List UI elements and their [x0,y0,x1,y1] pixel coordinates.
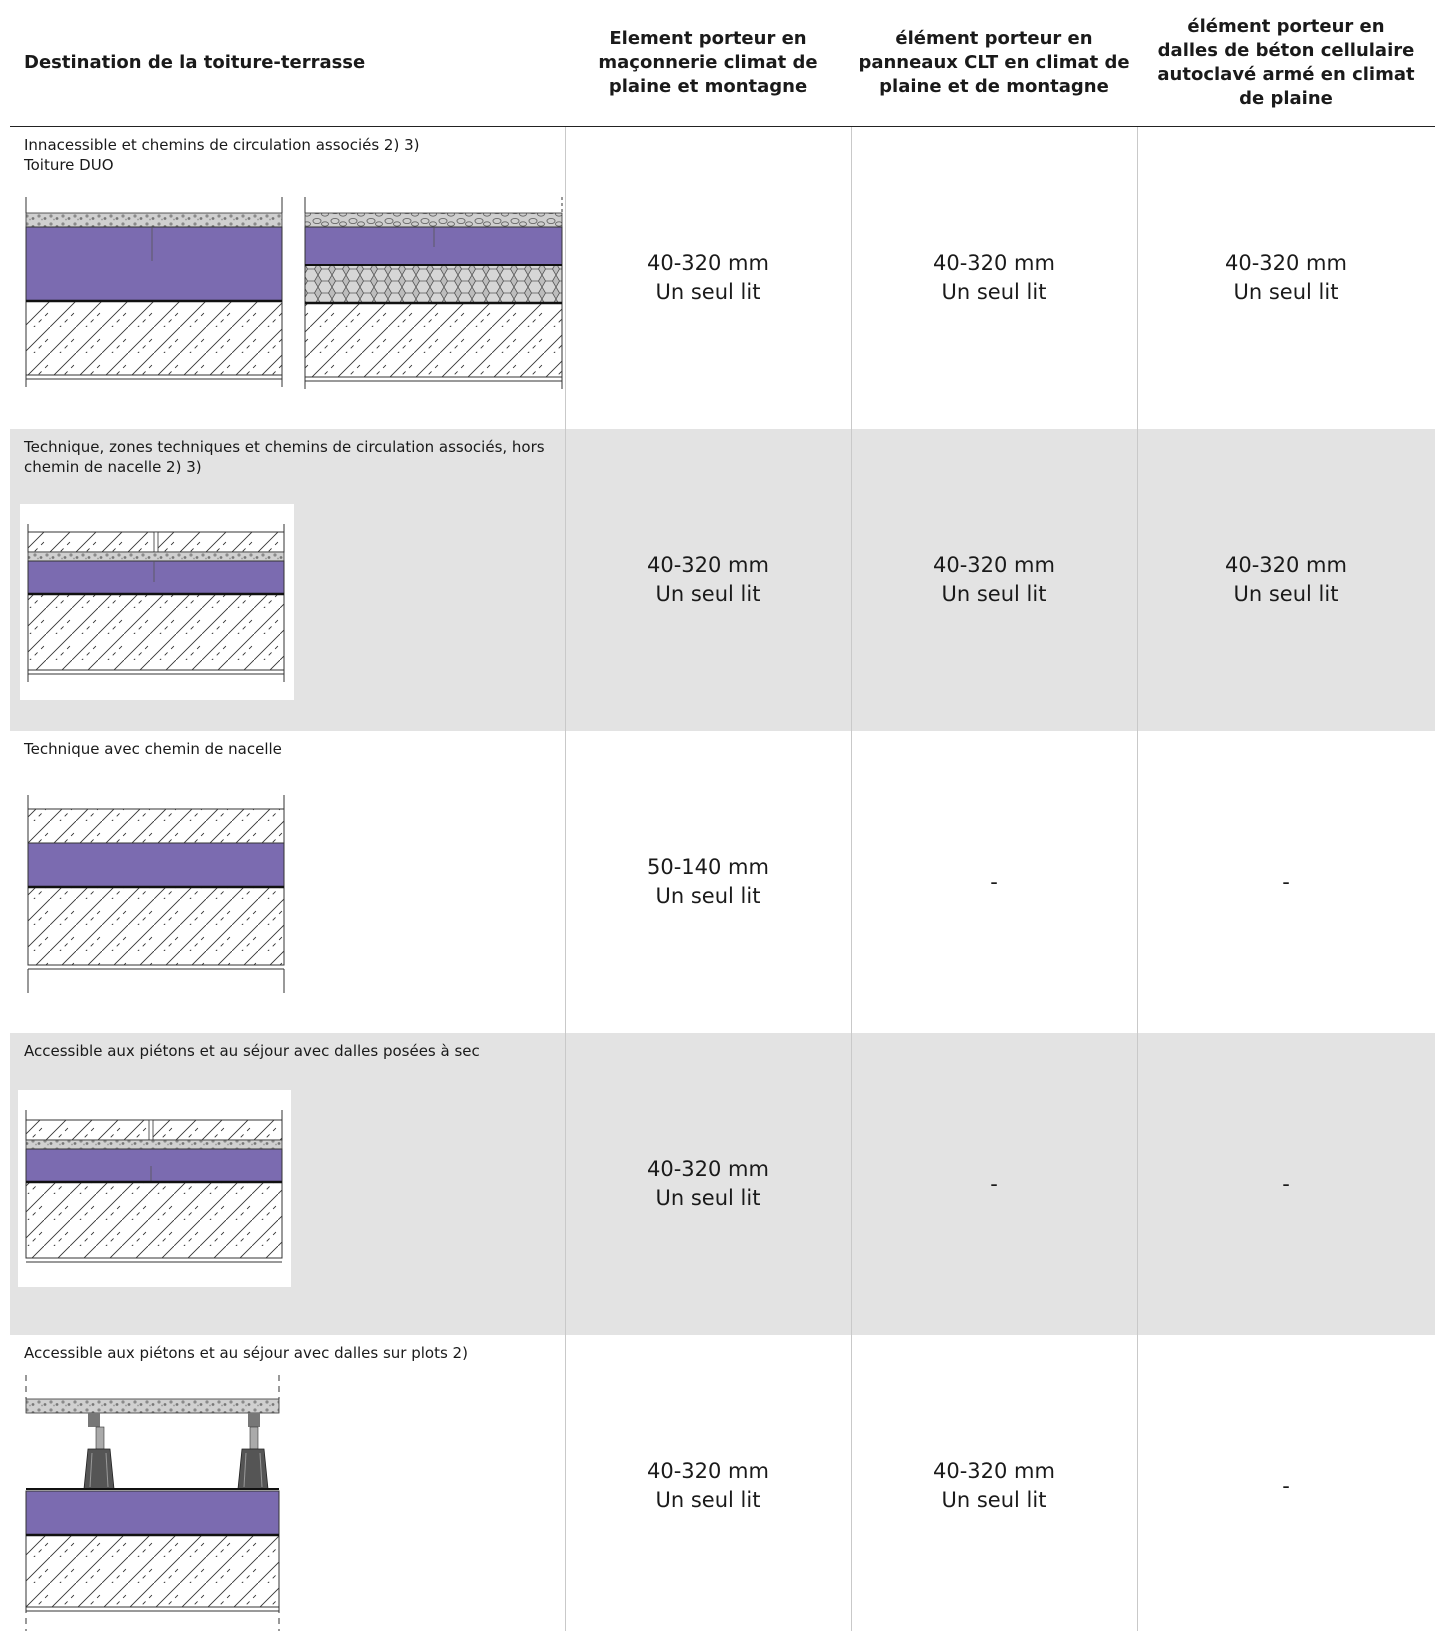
row-label: Technique, zones techniques et chemins de circulation associés, hors chemin de nacelle 2) 3) [24,438,545,476]
value-clt: 40-320 mm Un seul lit [933,553,1055,606]
row-label: Innacessible et chemins de circulation associés 2) 3) Toiture DUO [24,136,420,174]
value-clt: - [990,869,998,894]
header-masonry: Element porteur en maçonnerie climat de plaine et montagne [598,28,818,97]
table-row [10,127,1435,429]
column-separator [565,127,566,1631]
row-label: Accessible aux piétons et au séjour avec dalles posées à sec [24,1042,480,1060]
value-clt: - [990,1171,998,1196]
row-label: Accessible aux piétons et au séjour avec dalles sur plots 2) [24,1344,468,1362]
roof-section-nacelle-diagram-icon [24,795,294,995]
value-aac: - [1282,1473,1290,1498]
value-masonry: 40-320 mm Un seul lit [647,553,769,606]
roof-section-duo-diagrams-icon [24,197,574,397]
column-separator [1137,127,1138,1631]
table-row [10,429,1435,731]
value-aac: 40-320 mm Un seul lit [1225,553,1347,606]
header-clt: élément porteur en panneaux CLT en climat de plaine et de montagne [858,28,1130,97]
header-aac: élément porteur en dalles de béton cellulaire autoclavé armé en climat de plaine [1157,16,1415,109]
roof-section-pedestal-diagram-icon [24,1375,286,1631]
value-masonry: 50-140 mm Un seul lit [647,855,769,908]
column-separator [851,127,852,1631]
table-header [10,0,1435,127]
table-row [10,731,1435,1033]
value-masonry: 40-320 mm Un seul lit [647,1459,769,1512]
row-label: Technique avec chemin de nacelle [24,740,282,758]
roof-section-slab-diagram-icon [20,504,294,700]
value-aac: - [1282,869,1290,894]
value-masonry: 40-320 mm Un seul lit [647,251,769,304]
value-aac: 40-320 mm Un seul lit [1225,251,1347,304]
value-aac: - [1282,1171,1290,1196]
value-clt: 40-320 mm Un seul lit [933,1459,1055,1512]
table-row [10,1033,1435,1335]
value-masonry: 40-320 mm Un seul lit [647,1157,769,1210]
value-clt: 40-320 mm Un seul lit [933,251,1055,304]
table-row [10,1335,1435,1631]
roof-section-dry-slab-diagram-icon [18,1090,291,1287]
header-destination: Destination de la toiture-terrasse [24,52,366,73]
